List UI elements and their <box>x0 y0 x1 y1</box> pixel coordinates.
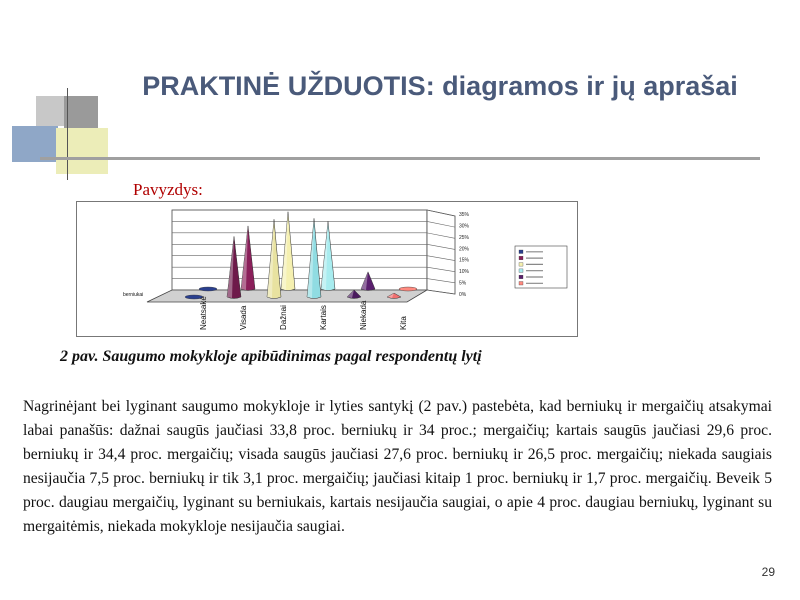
title-underline <box>40 157 760 160</box>
legend-swatch <box>519 282 523 286</box>
decor-square-gray <box>36 96 66 126</box>
chart-legend <box>515 246 567 288</box>
x-tick-label: Niekada <box>359 300 368 330</box>
legend-swatch <box>519 263 523 267</box>
example-label: Pavyzdys: <box>133 180 203 199</box>
y-tick-label: 20% <box>459 246 470 253</box>
x-tick-label: Visada <box>239 305 248 330</box>
legend-swatch <box>519 275 523 279</box>
y-tick-label: 30% <box>459 223 470 230</box>
chart-frame <box>76 201 578 337</box>
legend-swatch <box>519 269 523 273</box>
chart-cone-flat <box>399 287 417 291</box>
y-tick-label: 10% <box>459 269 470 276</box>
decor-square-yellow <box>56 128 108 174</box>
page-number: 29 <box>761 565 775 579</box>
y-tick-label: 15% <box>459 257 470 264</box>
chart-cone-flat <box>199 287 217 291</box>
y-tick-label: 5% <box>459 280 467 287</box>
chart-side-wall <box>427 210 455 294</box>
x-tick-label: Kartais <box>319 305 328 330</box>
x-tick-label: Dažnai <box>279 305 288 330</box>
figure-caption: 2 pav. Saugumo mokykloje apibūdinimas pagal respondentų lytį <box>60 348 482 365</box>
y-tick-label: 35% <box>459 212 470 218</box>
x-tick-label: Kita <box>399 316 408 330</box>
decor-vertical-line <box>67 88 68 180</box>
slide-title: PRAKTINĖ UŽDUOTIS: diagramos ir jų aprašai <box>142 71 738 101</box>
chart-svg <box>77 202 579 338</box>
legend-swatch <box>519 250 523 254</box>
x-tick-label: Neatsakė <box>199 296 208 330</box>
y-tick-label: 0% <box>459 292 467 298</box>
y-tick-label: 25% <box>459 234 470 241</box>
row-label: berniukai <box>123 292 144 298</box>
chart-back-wall <box>172 210 427 290</box>
body-paragraph: Nagrinėjant bei lyginant saugumo mokykloje ir lyties santykį (2 pav.) pastebėta, kad berniukų ir mergaičių atsakymai labai panašūs: dažnai saugūs jaučiasi 33,8 proc. berniukų ir 34 proc.; mergaičių; kartais saugūs jaučiasi 29,6 proc. berniukų ir 34,4 proc. mergaičių; visada saugūs jaučiasi 27,6 proc. berniukų ir 26,5 proc. mergaičių; niekada saugiais nesijaučia 7,5 proc. berniukų ir tik 3,1 proc. mergaičių; jaučiasi kitaip 1 proc. berniukų ir 1,7 proc. mergaičių. Beveik 5 proc. daugiau mergaičių, lyginant su berniukais, kartais nesijaučia saugiai, o apie 4 proc. daugiau berniukų, lyginant su mergaitėmis, niekada mokykloje nesijaučia saugiai. <box>23 398 772 535</box>
legend-swatch <box>519 256 523 260</box>
